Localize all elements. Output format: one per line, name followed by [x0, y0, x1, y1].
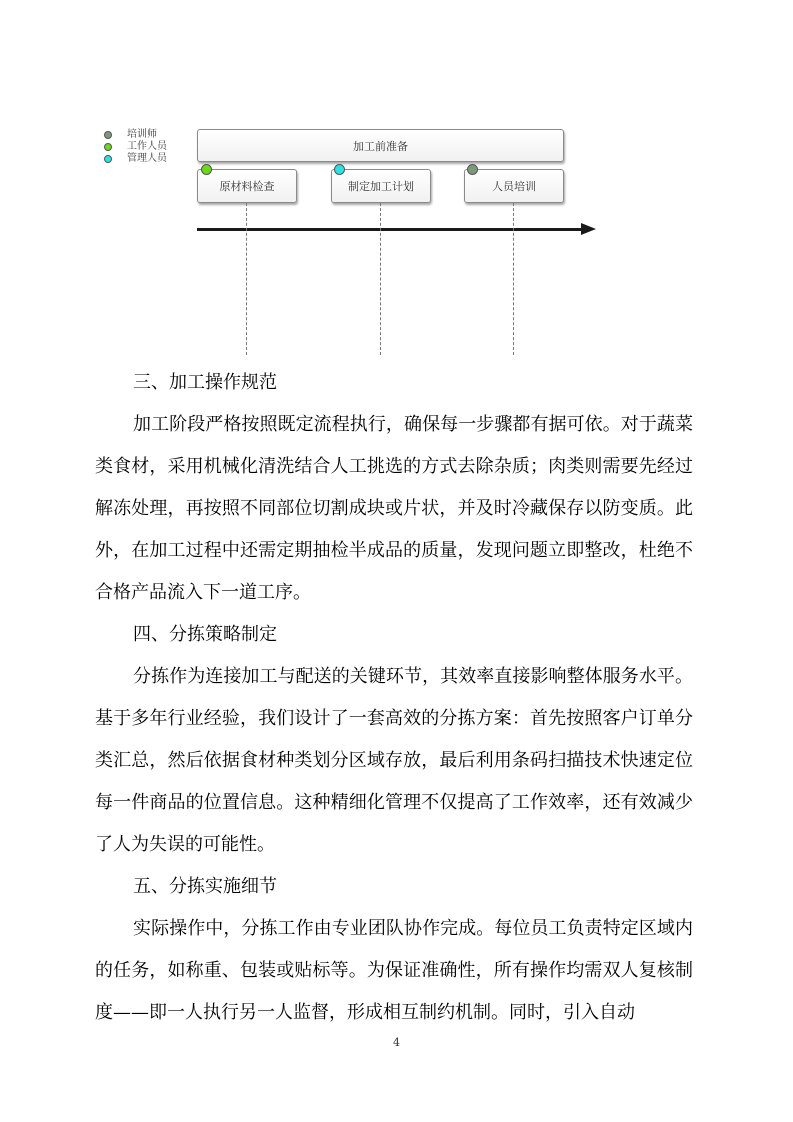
processing-plan-box: 制定加工计划 [331, 169, 431, 203]
trainer-marker-icon [467, 164, 478, 175]
staff-marker-icon [201, 164, 212, 175]
document-body [95, 362, 693, 1034]
section-paragraph: 实际操作中，分拣工作由专业团队协作完成。每位员工负责特定区域内的任务，如称重、包装或贴标等。为保证准确性，所有操作均需双人复核制度——即一人执行另一人监督，形成相互制约机制。同时，引入自动 [95, 918, 693, 1023]
timeline-axis [197, 228, 582, 231]
trainer-dot-icon [104, 131, 112, 139]
legend-label: 培训师 [127, 129, 157, 140]
manager-dot-icon [104, 155, 112, 163]
timeline-diagram [0, 0, 793, 360]
section-paragraph: 分拣作为连接加工与配送的关键环节，其效率直接影响整体服务水平。基于多年行业经验，我们设计了一套高效的分拣方案：首先按照客户订单分类汇总，然后依据食材种类划分区域存放，最后利用条码扫描技术快速定位每一件商品的位置信息。这种精细化管理不仅提高了工作效率，还有效减少了人为失误的可能性。 [95, 666, 693, 855]
legend-item-staff [104, 141, 167, 153]
legend-label: 管理人员 [127, 153, 167, 164]
section-paragraph: 加工阶段严格按照既定流程执行，确保每一步骤都有据可依。对于蔬菜类食材，采用机械化清洗结合人工挑选的方式去除杂质；肉类则需要先经过解冻处理，再按照不同部位切割成块或片状，并及时冷藏保存以防变质。此外，在加工过程中还需定期抽检半成品的质量，发现问题立即整改，杜绝不合格产品流入下一道工序。 [95, 414, 693, 603]
arrow-right-icon [581, 223, 596, 235]
section-heading: 五、分拣实施细节 [133, 876, 277, 897]
staff-dot-icon [104, 143, 112, 151]
legend-item-trainer [104, 129, 167, 141]
legend-label: 工作人员 [127, 141, 167, 152]
staff-training-box: 人员培训 [464, 169, 564, 203]
manager-marker-icon [334, 164, 345, 175]
section-heading: 三、加工操作规范 [133, 372, 277, 393]
legend-item-manager [104, 153, 167, 165]
preparation-box: 加工前准备 [197, 129, 564, 162]
material-check-box: 原材料检查 [197, 169, 297, 203]
legend [104, 129, 167, 165]
dashed-guide-line [246, 203, 247, 355]
section-heading: 四、分拣策略制定 [133, 624, 277, 645]
dashed-guide-line [513, 203, 514, 355]
page-number: 4 [393, 1036, 400, 1049]
dashed-guide-line [380, 203, 381, 355]
